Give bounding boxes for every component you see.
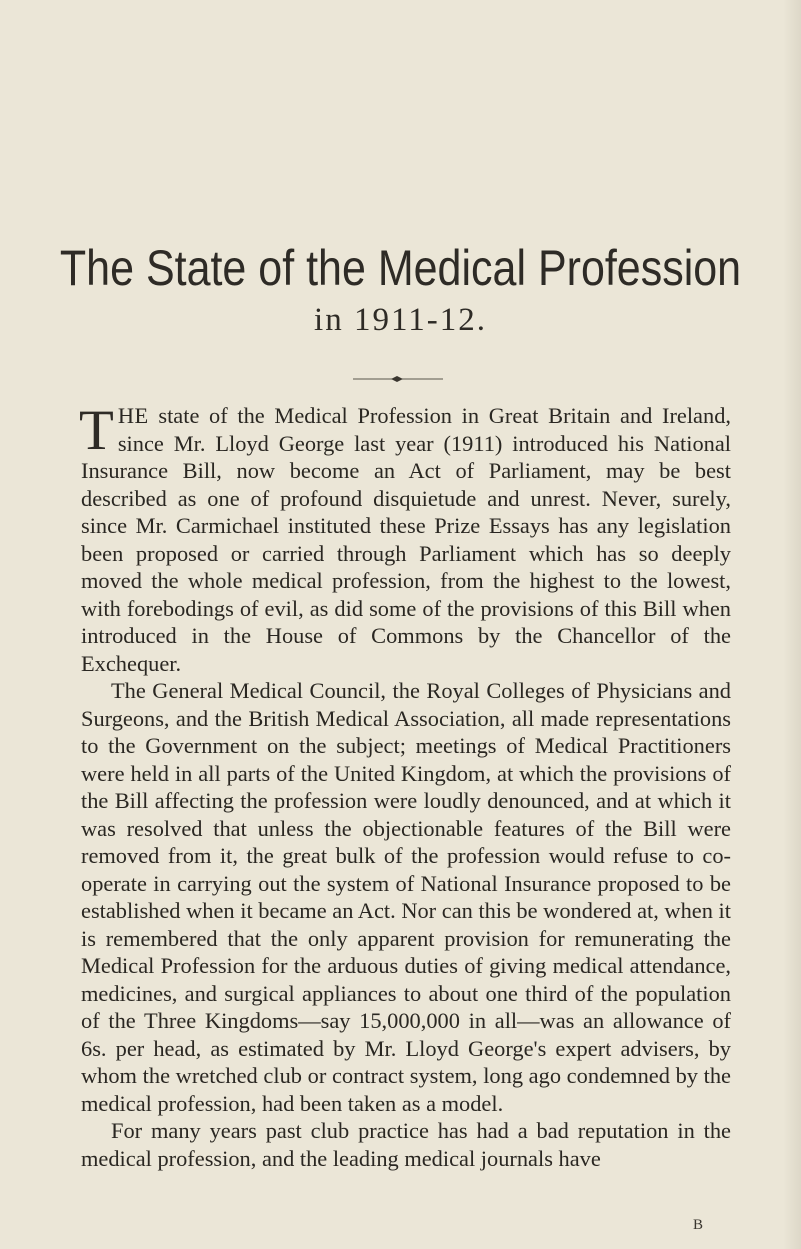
body-text [79, 399, 731, 1172]
ornament-divider [353, 374, 443, 384]
drop-cap: T [79, 399, 114, 462]
paragraph-2: The General Medical Council, the Royal Colleges of Physicians and Surgeons, and the British Medical Association, all made representations to the Government on the subject; meetings of Medical Practitioners were held in all parts of the United Kingdom, at which the provisions of the Bill affecting the profession were loudly denounced, and at which it was resolved that unless the objectionable features of the Bill were removed from it, the great bulk of the profession would refuse to co-operate in carrying out the system of National Insurance proposed to be established when it became an Act. Nor can this be wondered at, when it is remembered that the only apparent provision for remunerating the Medical Profession for the arduous duties of giving medical attendance, medicines, and surgical appliances to about one third of the population of the Three Kingdoms—say 15,000,000 in all—was an allowance of 6s. per head, as estimated by Mr. Lloyd George's expert advisers, by whom the wretched club or contract system, long ago condemned by the medical profession, had been taken as a model. [81, 678, 731, 1116]
lead-caps: HE [117, 403, 149, 428]
page-title: The State of the Medical Profession [59, 240, 742, 296]
signature-mark: B [693, 1217, 704, 1233]
page-subtitle: in 1911-12. [314, 302, 487, 338]
paragraph-3: For many years past club practice has had a bad reputation in the medical profession, and the leading medical journals have [81, 1118, 731, 1171]
paragraph-1 [79, 399, 731, 677]
page-shadow [783, 0, 801, 1249]
paragraph-1-text: state of the Medical Profession in Great Britain and Ireland, since Mr. Lloyd George last year (1911) introduced his National Insurance Bill, now become an Act of Parliament, may be best described as one of profound disquietude and unrest. Never, surely, since Mr. Carmichael instituted these Prize Essays has any legislation been proposed or carried through Parliament which has so deeply moved the whole medical profession, from the highest to the lowest, with forebodings of evil, as did some of the provisions of this Bill when introduced in the House of Commons by the Chancellor of the Exchequer. [81, 403, 731, 676]
